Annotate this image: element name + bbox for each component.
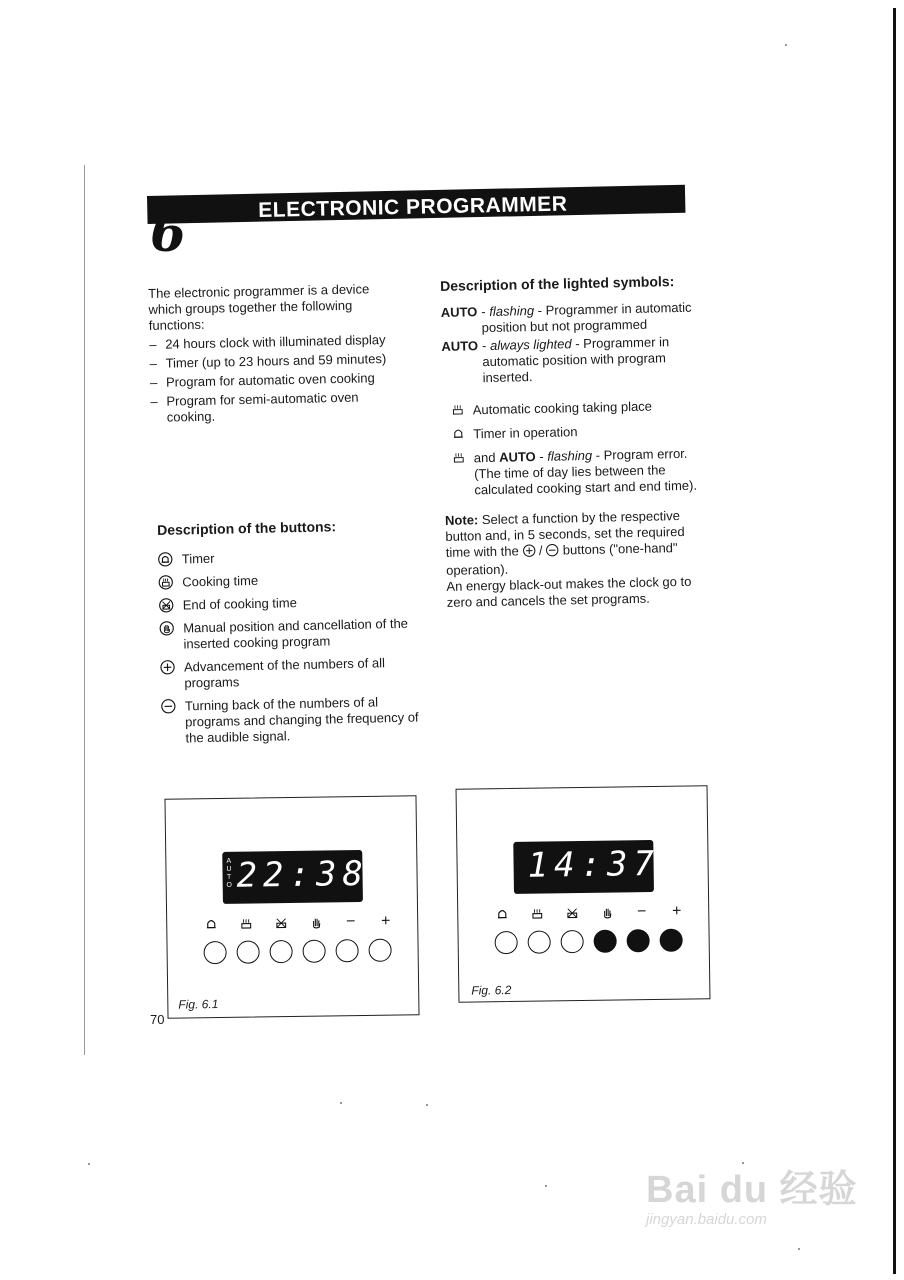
auto-flashing-desc: AUTO - flashing - Programmer in automatic position but not programmed xyxy=(440,299,692,336)
figure-label: Fig. 6.1 xyxy=(178,997,219,1012)
clock-display xyxy=(222,850,370,904)
minus-button-pressed[interactable] xyxy=(626,929,649,952)
button-row xyxy=(203,938,401,964)
scan-speck xyxy=(340,1102,342,1104)
end-cooking-button[interactable] xyxy=(269,940,292,963)
hand-icon xyxy=(159,621,174,636)
cooking-time-button[interactable] xyxy=(528,930,551,953)
plus-button-pressed[interactable] xyxy=(659,929,682,952)
cooking-pot-icon xyxy=(451,403,465,417)
symbol-desc-timer: Timer in operation xyxy=(443,422,701,443)
chapter-number: 6 xyxy=(150,203,187,264)
minus-label: − xyxy=(345,913,356,931)
plus-icon xyxy=(160,660,175,675)
bell-icon xyxy=(193,917,228,933)
button-desc-minus: Turning back of the numbers of al programs and changing the frequency of the audible signal. xyxy=(161,694,422,747)
plus-label: + xyxy=(671,902,682,920)
scan-speck xyxy=(798,1248,800,1250)
symbol-row xyxy=(193,914,403,933)
list-item: – Program for semi-automatic oven cooking. xyxy=(150,389,359,425)
display-time: 14:37 xyxy=(527,843,661,886)
minus-button[interactable] xyxy=(335,939,358,962)
scan-speck xyxy=(426,1104,428,1106)
bell-icon xyxy=(158,552,173,567)
auto-lighted-desc: AUTO - always lighted - Programmer in automatic position with program inserted. xyxy=(441,334,670,386)
intro-section xyxy=(148,281,403,426)
auto-indicator: A U T O xyxy=(226,857,232,889)
scan-speck xyxy=(88,1163,90,1165)
clock-display xyxy=(513,840,661,894)
bell-icon xyxy=(484,907,519,923)
scan-edge-left xyxy=(84,165,85,1055)
cooking-pot-icon xyxy=(228,916,263,932)
plus-button[interactable] xyxy=(368,939,391,962)
scan-speck xyxy=(785,44,787,46)
minus-label: − xyxy=(636,903,647,921)
timer-button[interactable] xyxy=(203,941,226,964)
bell-icon xyxy=(451,427,465,441)
button-desc-timer: Timer xyxy=(158,547,418,568)
minus-icon xyxy=(546,544,559,561)
plus-icon xyxy=(522,544,535,561)
timer-button[interactable] xyxy=(495,931,518,954)
end-cooking-icon xyxy=(159,598,174,613)
watermark xyxy=(646,1158,858,1228)
plus-label: + xyxy=(380,912,391,930)
watermark-sub: jingyan.baidu.com xyxy=(646,1211,767,1228)
end-cooking-icon xyxy=(554,906,589,922)
symbols-section xyxy=(440,273,705,611)
button-desc-end-cooking: End of cooking time xyxy=(159,593,419,614)
note-paragraph: Note: Select a function by the respective button and, in 5 seconds, set the required time with the / buttons ("one-hand" operation). An energy black-out makes the clock go to zero and cancels the set programs. xyxy=(444,508,692,610)
list-item: – 24 hours clock with illuminated display xyxy=(149,332,386,352)
page-title: ELECTRONIC PROGRAMMER xyxy=(258,192,568,222)
symbols-heading: Description of the lighted symbols: xyxy=(440,273,675,294)
button-row xyxy=(495,928,693,954)
scan-speck xyxy=(742,1162,744,1164)
cooking-time-icon xyxy=(158,575,173,590)
buttons-section xyxy=(157,517,422,754)
list-item: – Timer (up to 23 hours and 59 minutes) xyxy=(149,351,387,371)
page-number: 70 xyxy=(150,1012,165,1027)
button-desc-manual: Manual position and cancellation of the inserted cooking program xyxy=(159,616,420,653)
intro-text: The electronic programmer is a device which groups together the following functions: xyxy=(148,281,370,333)
symbol-row xyxy=(484,904,694,923)
cooking-pot-icon xyxy=(519,906,554,922)
button-desc-plus: Advancement of the numbers of all programs xyxy=(160,655,421,692)
list-item: – Program for automatic oven cooking xyxy=(149,370,375,390)
manual-button[interactable] xyxy=(302,940,325,963)
symbol-desc-cooking: Automatic cooking taking place xyxy=(443,398,701,419)
watermark-main: Bai du 经验 xyxy=(646,1169,858,1211)
cooking-time-button[interactable] xyxy=(236,940,259,963)
figure-6-2 xyxy=(456,785,711,1002)
end-cooking-icon xyxy=(263,916,298,932)
figure-label: Fig. 6.2 xyxy=(471,983,512,998)
scan-speck xyxy=(545,1185,547,1187)
end-cooking-button[interactable] xyxy=(561,930,584,953)
figure-6-1 xyxy=(164,795,419,1018)
button-desc-cooking-time: Cooking time xyxy=(158,570,418,591)
scan-edge-right xyxy=(893,8,896,1274)
display-time: 22:38 xyxy=(236,853,370,896)
minus-icon xyxy=(161,699,176,714)
cooking-pot-icon xyxy=(452,451,466,465)
hand-icon xyxy=(589,905,624,921)
hand-icon xyxy=(298,915,333,931)
buttons-heading: Description of the buttons: xyxy=(157,518,337,538)
symbol-desc-error: and AUTO - flashing - Program error. (The time of day lies between the calculated cooking start and end time). xyxy=(444,446,703,499)
manual-button-pressed[interactable] xyxy=(594,930,617,953)
